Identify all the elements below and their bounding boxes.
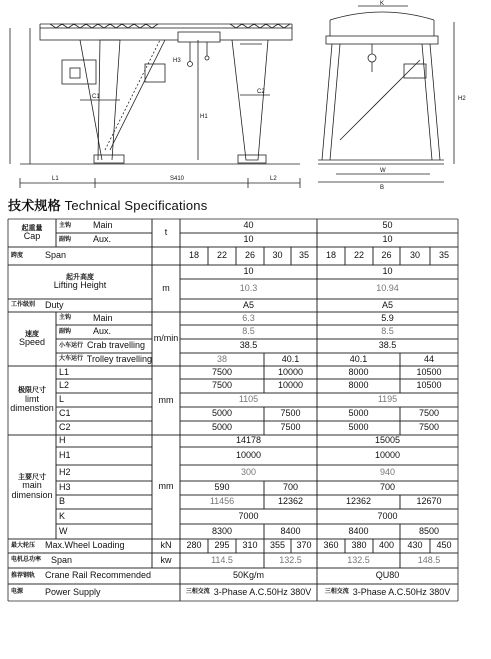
wheel-value: 295 (214, 540, 230, 551)
speed-trolley-v4: 44 (423, 353, 434, 364)
main-H1-right: 10000 (374, 450, 401, 461)
span-label-cn: 跨度 (11, 252, 24, 259)
duty-label-cn: 工作级别 (11, 302, 36, 309)
limit-L2-3: 8000 (348, 380, 369, 391)
supply-right-cn: 三相交流 (324, 589, 349, 596)
power-1: 114.5 (211, 554, 233, 565)
span-value: 18 (325, 250, 336, 261)
span-value: 22 (216, 250, 227, 261)
speed-aux-cn: 副钩 (59, 328, 72, 335)
power-label (8, 553, 152, 568)
cap-main-cn: 主钩 (59, 222, 72, 229)
cap-aux-right: 10 (382, 234, 393, 245)
supply-left-cn: 三相交流 (185, 589, 210, 596)
limit-C1-3: 5000 (348, 408, 369, 419)
title-cn: 技术规格 (8, 198, 61, 213)
speed-unit: m/min (153, 333, 179, 344)
span-label-en: Span (45, 250, 67, 261)
wheel-value: 380 (351, 540, 367, 551)
cap-label-line: 起重量 (21, 224, 43, 232)
supply-label-cn: 电源 (11, 589, 24, 596)
wheel-value: 430 (407, 540, 423, 551)
limit-L-right: 1195 (377, 394, 398, 405)
span-label (8, 247, 152, 265)
wheel-label-en: Max.Wheel Loading (45, 540, 125, 551)
speed-crab-right: 38.5 (378, 340, 397, 351)
limit-row-label: C2 (59, 422, 71, 433)
duty-label-en: Duty (45, 299, 64, 310)
limit-L1-1: 7500 (211, 366, 233, 377)
duty-right: A5 (381, 299, 393, 310)
wheel-value: 280 (186, 540, 202, 551)
lift-unit: m (162, 282, 170, 293)
main-W-1: 8300 (211, 525, 233, 536)
span-value: 35 (438, 250, 449, 261)
dim-H3: H3 (173, 58, 181, 64)
cap-main (56, 219, 152, 233)
cap-aux-left: 10 (243, 234, 254, 245)
limit-C2-3: 5000 (348, 422, 369, 433)
speed-main-en: Main (93, 312, 113, 323)
speed-label (8, 312, 56, 366)
wheel-value: 450 (436, 540, 452, 551)
limit-L2-4: 10500 (416, 380, 442, 391)
main-B-2: 12362 (277, 496, 304, 507)
speed-crab-en: Crab travelling (87, 340, 146, 351)
dim-S: S410 (170, 176, 185, 182)
main-H-left: 14178 (235, 435, 262, 446)
main-dim-row-label: H (59, 435, 66, 446)
duty-label (8, 299, 152, 312)
speed-trolley (56, 353, 152, 366)
limit-C2-1: 5000 (211, 422, 233, 433)
span-value: 30 (272, 250, 283, 261)
main-H3-2: 700 (282, 482, 299, 493)
dim-K: K (380, 1, 385, 7)
title-en: Technical Specifications (64, 198, 208, 213)
main-H3-1: 590 (214, 482, 230, 493)
limit-C1-1: 5000 (211, 408, 233, 419)
cap-main-en: Main (93, 220, 113, 231)
cap-main-right: 50 (382, 220, 393, 231)
dim-C2: C2 (257, 89, 265, 95)
wheel-label-cn: 最大轮压 (11, 542, 36, 549)
wheel-value: 310 (242, 540, 258, 551)
power-unit: kw (160, 554, 172, 565)
main-W-4: 8500 (418, 525, 440, 536)
cap-label (8, 219, 56, 247)
lift-aux-right: 10.94 (376, 283, 399, 294)
speed-main (56, 312, 152, 325)
limit-C1-2: 7500 (280, 408, 301, 419)
supply-label-en: Power Supply (45, 586, 101, 597)
cap-unit: t (164, 227, 168, 238)
wheel-value: 360 (323, 540, 339, 551)
cap-label-line: Cap (23, 230, 41, 241)
girder (40, 28, 292, 40)
main-dim-label-line: 主要尺寸 (18, 473, 46, 481)
speed-crab-left: 38.5 (239, 340, 258, 351)
limit-row-label: C1 (59, 408, 71, 419)
cap-main-left: 40 (243, 220, 254, 231)
speed-crab-cn: 小车运行 (59, 342, 84, 349)
main-dim-row-label: H2 (59, 467, 71, 478)
span-value: 35 (298, 250, 309, 261)
section-title (8, 195, 207, 214)
limit-label-line: limt (25, 393, 39, 404)
limit-row-label: L (59, 394, 65, 405)
wheel-value: 370 (296, 540, 312, 551)
wheel-value: 355 (269, 540, 286, 551)
power-2: 132.5 (279, 554, 302, 565)
dim-W: W (380, 168, 386, 174)
dim-C1: C1 (92, 94, 100, 100)
main-B-1: 11456 (209, 496, 235, 507)
main-B-3: 12362 (345, 496, 372, 507)
speed-crab (56, 339, 152, 353)
main-dim-row-label: W (59, 525, 68, 536)
main-K-left: 7000 (238, 510, 259, 521)
lift-label (8, 265, 152, 299)
supply-left (180, 584, 317, 601)
span-value: 26 (244, 250, 255, 261)
main-W-3: 8400 (348, 525, 369, 536)
speed-trolley-v3: 40.1 (349, 353, 368, 364)
power-label-cn: 电机总功率 (11, 557, 42, 564)
main-W-2: 8400 (280, 525, 301, 536)
main-dim-label-line: dimension (11, 489, 53, 500)
span-value: 26 (381, 250, 392, 261)
span-value: 22 (353, 250, 364, 261)
speed-aux (56, 325, 152, 339)
speed-aux-right: 8.5 (381, 326, 394, 337)
span-value: 18 (188, 250, 199, 261)
limit-label-line: dimenstion (10, 403, 54, 414)
main-H-right: 15005 (374, 435, 401, 446)
dim-B: B (380, 185, 385, 191)
speed-aux-en: Aux. (93, 326, 112, 337)
limit-row-label: L1 (59, 366, 70, 377)
main-B-4: 12670 (416, 496, 442, 507)
power-4: 148.5 (417, 554, 441, 565)
speed-main-left: 6.3 (242, 312, 255, 323)
main-H2-right: 940 (379, 467, 396, 478)
lift-label-line: 起升高度 (66, 273, 94, 281)
wheel-label (8, 539, 152, 553)
limit-L2-1: 7500 (211, 380, 233, 391)
limit-unit: mm (158, 394, 174, 405)
speed-trolley-en: Trolley travelling (86, 353, 152, 364)
crane-drawing (0, 0, 491, 195)
span-value: 30 (409, 250, 420, 261)
rail-label-cn: 推荐钢轨 (11, 572, 36, 579)
lift-aux-left: 10.3 (239, 283, 258, 294)
duty-left: A5 (242, 299, 254, 310)
dim-H1: H1 (200, 114, 208, 120)
limit-L1-4: 10500 (416, 366, 442, 377)
main-dim-unit: mm (158, 481, 174, 492)
rail-label-en: Crane Rail Recommended (45, 570, 152, 581)
limit-C2-4: 7500 (418, 422, 440, 433)
speed-trolley-cn: 大车运行 (59, 356, 84, 363)
limit-label (8, 366, 56, 435)
span-unit-empty (152, 247, 180, 265)
lift-main-left: 10 (243, 266, 254, 277)
cap-aux-en: Aux. (93, 234, 112, 245)
limit-C1-4: 7500 (418, 408, 440, 419)
supply-left-en: 3-Phase A.C.50Hz 380V (213, 586, 312, 597)
main-dim-row-label: H1 (59, 450, 71, 461)
dim-L2: L2 (270, 176, 277, 182)
rail-left: 50Kg/m (232, 570, 265, 581)
power-label-en: Span (51, 554, 73, 565)
limit-C2-2: 7500 (280, 422, 301, 433)
rail-right: QU80 (375, 570, 400, 581)
speed-aux-left: 8.5 (242, 326, 255, 337)
limit-label-line: 极限尺寸 (18, 387, 46, 395)
rail-label (8, 568, 180, 584)
limit-L1-3: 8000 (348, 366, 369, 377)
cap-aux (56, 233, 152, 247)
main-H1-left: 10000 (235, 450, 262, 461)
main-dim-row-label: H3 (59, 482, 71, 493)
speed-trolley-v2: 40.1 (281, 353, 300, 364)
main-dim-row-label: B (59, 496, 66, 507)
power-3: 132.5 (347, 554, 370, 565)
supply-right-en: 3-Phase A.C.50Hz 380V (352, 586, 451, 597)
wheel-value: 400 (378, 540, 395, 551)
main-dim-label (8, 435, 56, 539)
main-H2-left: 300 (240, 467, 257, 478)
speed-main-cn: 主钩 (59, 315, 72, 322)
supply-right (317, 584, 458, 601)
dim-H2: H2 (458, 96, 466, 102)
speed-trolley-v1: 38 (216, 353, 227, 364)
main-dim-label-line: main (22, 480, 42, 491)
main-H3-3: 700 (379, 482, 396, 493)
main-K-right: 7000 (377, 510, 398, 521)
limit-row-label: L2 (59, 380, 70, 391)
speed-label-line: 速度 (25, 330, 39, 338)
limit-L1-2: 10000 (277, 366, 304, 377)
speed-main-right: 5.9 (381, 312, 394, 323)
main-dim-row-label: K (59, 510, 66, 521)
lift-label-line: Lifting Height (53, 279, 107, 290)
dim-L1: L1 (52, 176, 59, 182)
supply-label (8, 584, 180, 601)
wheel-unit: kN (160, 540, 172, 551)
cap-aux-cn: 副钩 (59, 236, 72, 243)
limit-L2-2: 10000 (277, 380, 304, 391)
speed-label-line: Speed (18, 336, 46, 347)
limit-L-left: 1105 (238, 394, 259, 405)
lift-main-right: 10 (382, 266, 393, 277)
